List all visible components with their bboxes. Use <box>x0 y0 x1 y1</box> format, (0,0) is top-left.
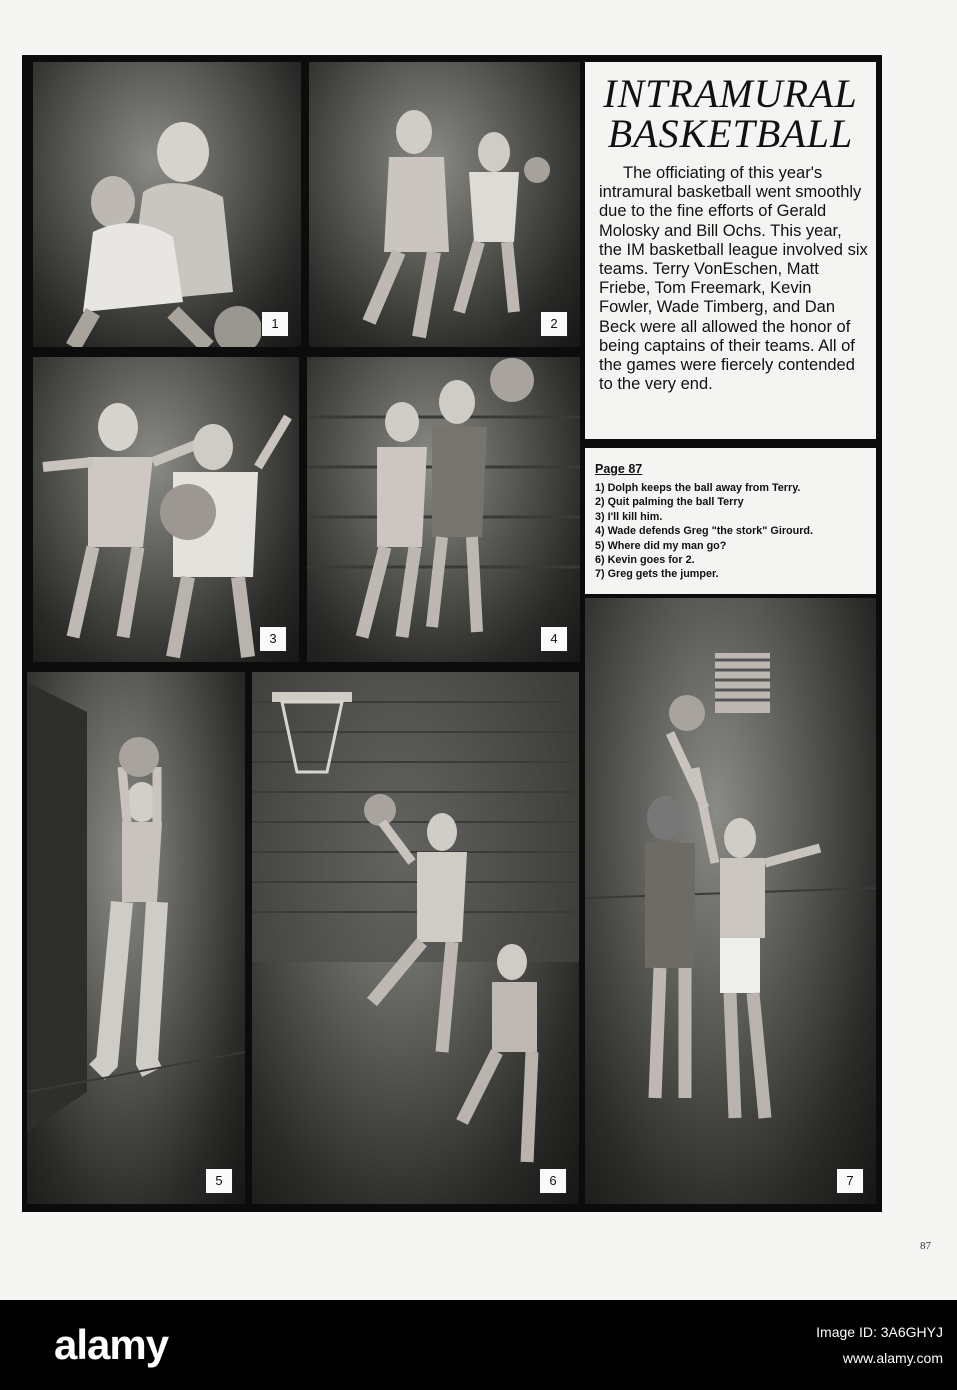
photo-number: 2 <box>540 311 568 337</box>
photo-number: 5 <box>205 1168 233 1194</box>
caption-item: 2) Quit palming the ball Terry <box>595 496 744 509</box>
photo-3 <box>33 357 299 662</box>
photo-number: 4 <box>540 626 568 652</box>
photo-number: 1 <box>261 311 289 337</box>
article-box <box>585 62 876 439</box>
watermark <box>0 1300 957 1390</box>
caption-item: 7) Greg gets the jumper. <box>595 568 719 581</box>
caption-item: 1) Dolph keeps the ball away from Terry. <box>595 482 801 494</box>
caption-item: 3) I'll kill him. <box>595 510 663 523</box>
watermark-meta <box>816 1324 943 1366</box>
photo-5 <box>27 672 245 1204</box>
caption-item: 5) Where did my man go? <box>595 539 727 552</box>
photo-5-figures <box>27 672 245 1204</box>
photo-7 <box>585 598 876 1204</box>
photo-number: 3 <box>259 626 287 652</box>
page-number: 87 <box>920 1240 931 1252</box>
photo-1 <box>33 62 301 347</box>
article-title <box>585 71 876 156</box>
photo-6 <box>252 672 579 1204</box>
alamy-logo: alamy <box>54 1321 169 1368</box>
photo-4-figures <box>307 357 580 662</box>
photo-1-figures <box>33 62 301 347</box>
watermark-url: www.alamy.com <box>842 1350 943 1366</box>
photo-7-figures <box>585 598 876 1204</box>
caption-item: 6) Kevin goes for 2. <box>595 554 695 567</box>
photo-6-figures <box>252 672 579 1204</box>
image-id: Image ID: 3A6GHYJ <box>816 1324 943 1340</box>
photo-number: 6 <box>539 1168 567 1194</box>
title-line-1: INTRAMURAL <box>603 71 858 116</box>
photo-3-figures <box>33 357 299 662</box>
title-line-2: BASKETBALL <box>607 111 854 156</box>
photo-number: 7 <box>836 1168 864 1194</box>
photo-4 <box>307 357 580 662</box>
caption-heading: Page 87 <box>595 462 643 476</box>
photo-2 <box>309 62 580 347</box>
caption-list <box>595 481 813 582</box>
article-body: The officiating of this year's intramural basketball went smoothly due to the fine efforts of Gerald Molosky and Bill Ochs. This year, the IM basketball league involved six teams. Terry VonEschen, Matt Friebe, Tom Freemark, Kevin Fowler, Wade Timberg, and Dan Beck were all allowed the honor of being captains of their teams. All of the games were fiercely contended to the very end. <box>599 164 868 394</box>
photo-2-figures <box>309 62 580 347</box>
caption-box <box>585 448 876 594</box>
caption-item: 4) Wade defends Greg "the stork" Girourd. <box>595 525 814 538</box>
